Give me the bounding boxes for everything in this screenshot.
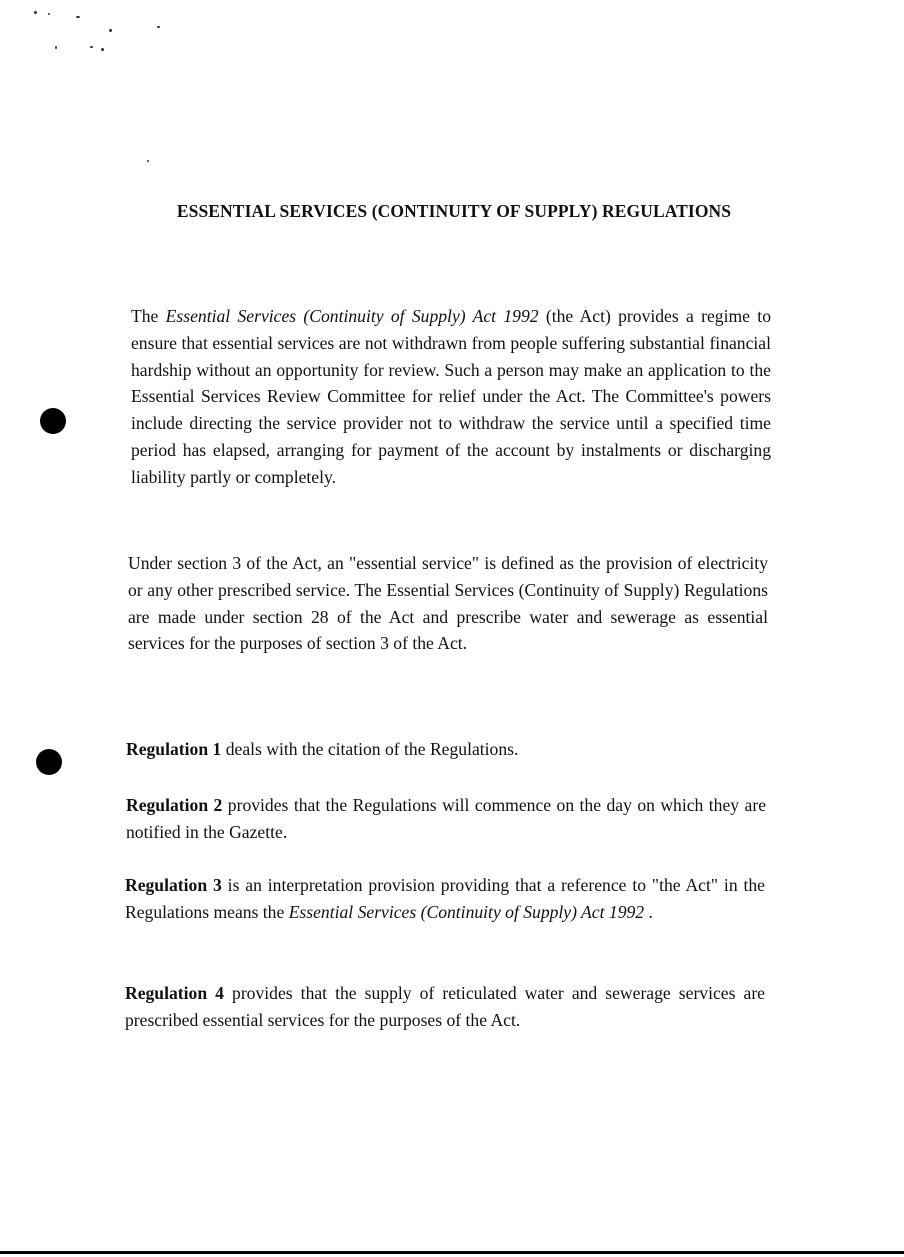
regulation-3-text: is an interpretation provision providing that a reference to "the Act" in the Regulations means the <box>125 875 765 922</box>
act-name: Essential Services (Continuity of Supply) Act 1992 <box>165 306 539 326</box>
regulation-4-paragraph <box>125 980 765 1034</box>
punch-hole <box>40 408 66 434</box>
scan-speck <box>48 13 50 15</box>
regulation-3-act-name: Essential Services (Continuity of Supply) Act 1992 <box>288 901 645 922</box>
scan-speck <box>101 48 104 51</box>
regulation-4-text: provides that the supply of reticulated water and sewerage services are prescribed essential services for the purposes of the Act. <box>125 983 765 1030</box>
intro-paragraph <box>131 303 771 491</box>
scan-speck <box>34 11 37 14</box>
punch-hole <box>36 749 62 775</box>
scan-speck <box>109 29 112 32</box>
intro-text: (the Act) provides a regime to ensure that essential services are not withdrawn from people suffering substantial financial hardship without an opportunity for review. Such a person may make an application to the Essential Services Review Committee for relief under the Act. The Committee's powers include directing the service provider not to withdraw the service until a specified time period has elapsed, arranging for payment of the account by instalments or discharging liability partly or completely. <box>131 306 771 487</box>
scan-speck <box>90 46 93 48</box>
regulation-1-text: deals with the citation of the Regulations. <box>221 739 519 759</box>
regulation-1-label: Regulation 1 <box>126 739 222 759</box>
page-title: ESSENTIAL SERVICES (CONTINUITY OF SUPPLY) REGULATIONS <box>176 200 732 221</box>
regulation-4-label: Regulation 4 <box>125 983 224 1003</box>
regulation-3-suffix: . <box>644 901 653 922</box>
regulation-1-paragraph <box>126 736 766 763</box>
regulation-2-paragraph <box>126 792 766 846</box>
definition-paragraph: Under section 3 of the Act, an "essential service" is defined as the provision of electricity or any other prescribed service. The Essential Services (Continuity of Supply) Regulations are made under section 28 of the Act and prescribe water and sewerage as essential services for the purposes of section 3 of the Act. <box>128 553 768 654</box>
intro-prefix: The <box>131 306 166 326</box>
regulation-2-text: provides that the Regulations will commence on the day on which they are notified in the Gazette. <box>126 795 766 842</box>
scan-speck <box>76 16 80 18</box>
regulation-3-label: Regulation 3 <box>125 875 222 895</box>
regulation-3-paragraph <box>125 872 765 926</box>
scan-speck <box>55 46 57 49</box>
scan-speck <box>147 160 149 162</box>
regulation-2-label: Regulation 2 <box>126 795 223 815</box>
scan-edge-line <box>0 1251 904 1254</box>
scan-speck <box>157 26 160 28</box>
